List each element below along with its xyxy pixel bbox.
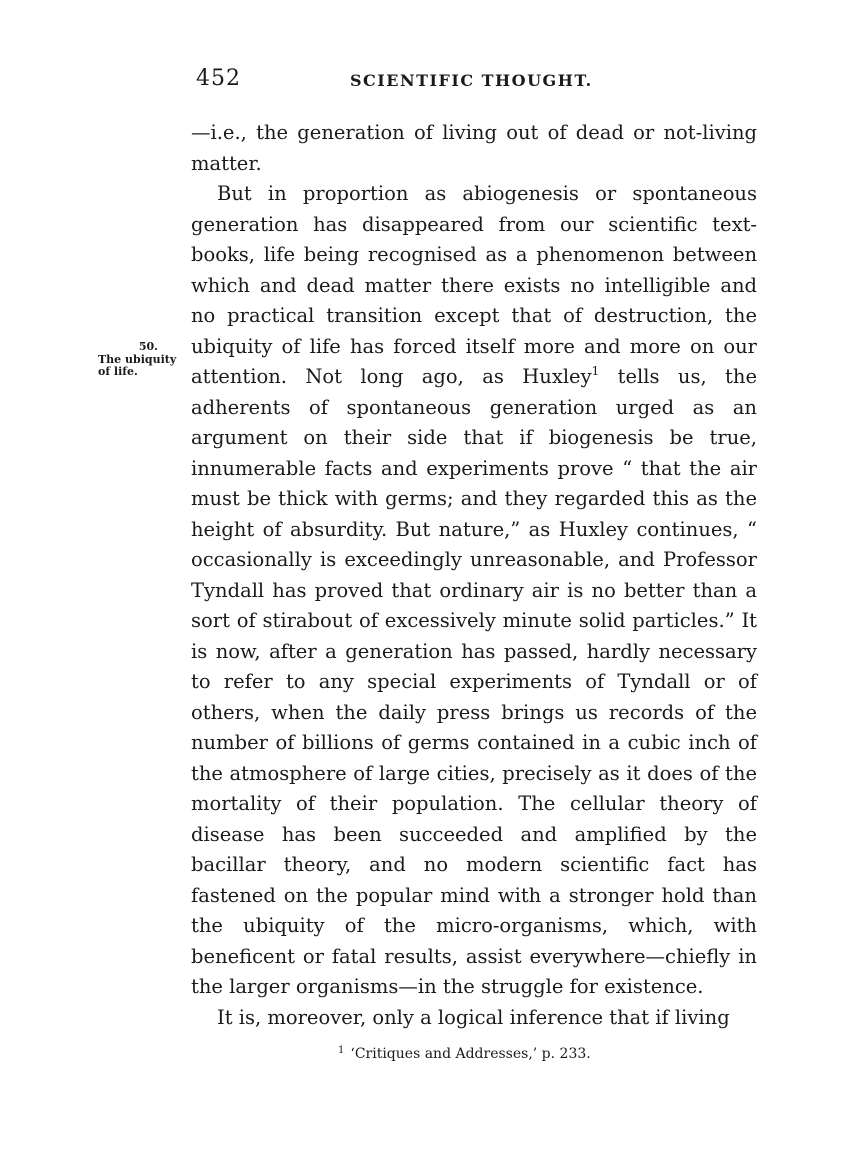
paragraph-2 [191,179,757,1003]
paragraph-2-part-2: tells us, the adherents of spontaneous generation urged as an argument on their side that if biogenesis be true, innumerable facts and experiments prove “ that the air must be thick with germs; and they regarded this as the height of absurdity. But nature,” as Huxley continues, “ occasionally is exceedingly unreasonable, and Professor Tyndall has proved that ordinary air is no better than a sort of stirabout of excessively minute solid particles.” It is now, after a generation has passed, hardly necessary to refer to any special experiments of Tyndall or of others, when the daily press brings us records of the number of billions of germs contained in a cubic inch of the atmosphere of large cities, precisely as it does of the mortality of their population. The cellular theory of disease has been succeeded and amplified by the bacillar theory, and no modern scientific fact has fastened on the popular mind with a stronger hold than the ubiquity of the micro-organisms, which, with beneficent or fatal results, assist everywhere—chiefly in the larger organisms—in the struggle for existence. [191,365,757,998]
footnote [338,1042,738,1063]
paragraph-2-part-1: But in proportion as abiogenesis or spontaneous generation has disappeared from our scientific text-books, life being recognised as a phenomenon between which and dead matter there exists no intelligible and no practical transition except that of destruction, the ubiquity of life has forced itself more and more on our attention. Not long ago, as Huxley [191,182,757,388]
footnote-marker: 1 [338,1045,345,1056]
footnote-text: ‘Critiques and Addresses,’ p. 233. [350,1046,591,1062]
running-title: SCIENTIFIC THOUGHT. [350,71,593,90]
marginal-note-line-2: of life. [98,365,138,378]
marginal-note-number: 50. [138,340,158,353]
footnote-reference: 1 [591,364,600,378]
marginal-note-line-1: The ubiquity [98,353,177,366]
paragraph-1: —i.e., the generation of living out of dead or not-living matter. [191,121,757,175]
page-number: 452 [196,66,241,91]
marginal-note [98,341,190,378]
paragraph-3: It is, moreover, only a logical inference that if living [217,1005,730,1029]
page-header [190,60,756,96]
body-text [191,118,757,1033]
